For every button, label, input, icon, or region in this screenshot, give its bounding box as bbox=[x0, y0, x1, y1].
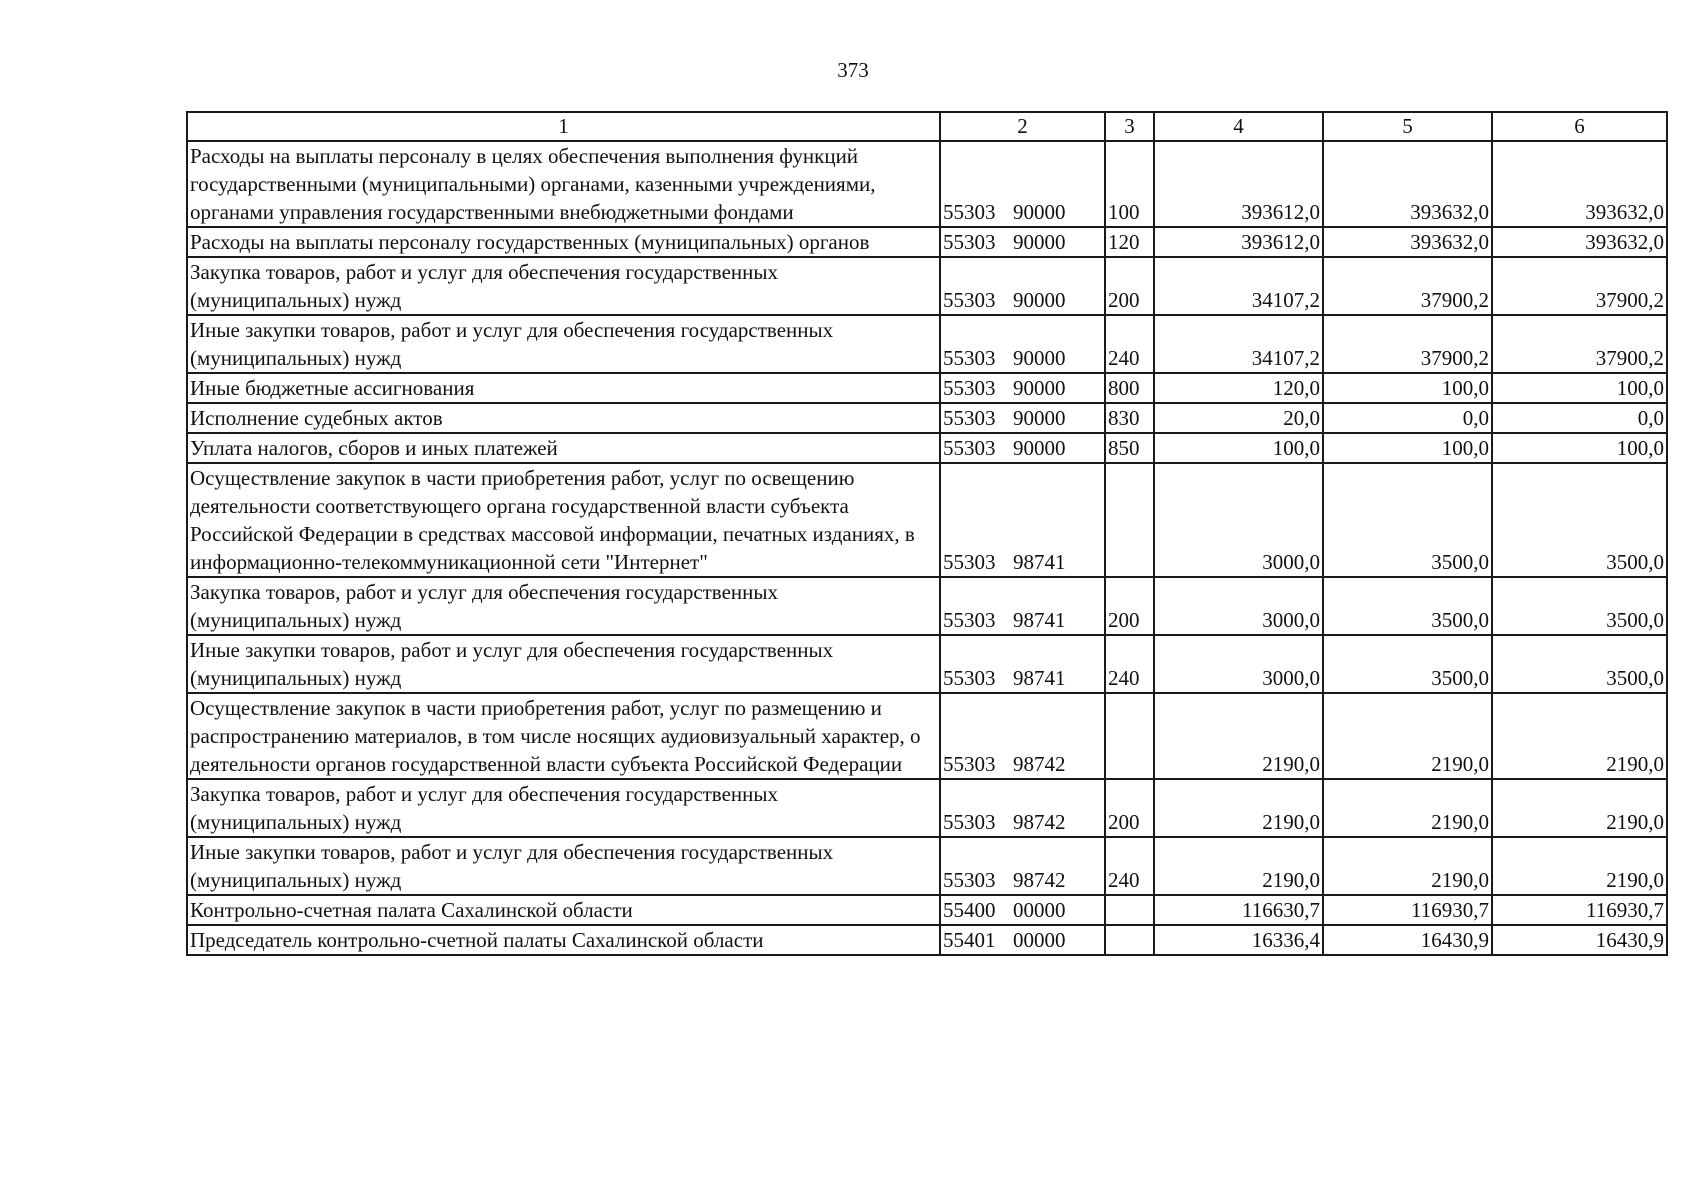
row-expense-type: 240 bbox=[1105, 837, 1154, 895]
row-code bbox=[940, 141, 1105, 227]
column-header: 6 bbox=[1492, 112, 1667, 141]
row-expense-type: 240 bbox=[1105, 635, 1154, 693]
row-code bbox=[940, 635, 1105, 693]
row-name: Закупка товаров, работ и услуг для обеспечения государственных (муниципальных) нужд bbox=[187, 779, 940, 837]
column-header: 2 bbox=[940, 112, 1105, 141]
row-value-col6: 393632,0 bbox=[1492, 141, 1667, 227]
row-value-col6: 37900,2 bbox=[1492, 315, 1667, 373]
row-value-col6: 0,0 bbox=[1492, 403, 1667, 433]
row-name: Расходы на выплаты персоналу в целях обеспечения выполнения функций государственными (муниципальными) органами, казенными учреждениями, органами управления государственными внебюджетными фондами bbox=[187, 141, 940, 227]
row-code bbox=[940, 373, 1105, 403]
table-body bbox=[187, 141, 1667, 955]
row-expense-type: 200 bbox=[1105, 779, 1154, 837]
row-value-col5: 3500,0 bbox=[1323, 577, 1492, 635]
row-value-col6: 2190,0 bbox=[1492, 837, 1667, 895]
row-code-target: 98742 bbox=[1013, 752, 1066, 776]
row-expense-type bbox=[1105, 925, 1154, 955]
row-code-target: 90000 bbox=[1013, 436, 1066, 460]
row-code-section: 55303 bbox=[943, 288, 996, 312]
row-code-target: 98741 bbox=[1013, 608, 1066, 632]
table-row bbox=[187, 227, 1667, 257]
row-value-col4: 3000,0 bbox=[1154, 635, 1323, 693]
row-expense-type bbox=[1105, 693, 1154, 779]
table-row bbox=[187, 257, 1667, 315]
row-value-col5: 100,0 bbox=[1323, 433, 1492, 463]
header-row bbox=[187, 112, 1667, 141]
row-code-section: 55303 bbox=[943, 666, 996, 690]
row-name: Расходы на выплаты персоналу государственных (муниципальных) органов bbox=[187, 227, 940, 257]
row-expense-type: 120 bbox=[1105, 227, 1154, 257]
table-row bbox=[187, 779, 1667, 837]
row-code-target: 98741 bbox=[1013, 666, 1066, 690]
row-code bbox=[940, 779, 1105, 837]
table-row bbox=[187, 837, 1667, 895]
row-code bbox=[940, 837, 1105, 895]
row-name: Иные бюджетные ассигнования bbox=[187, 373, 940, 403]
row-name: Закупка товаров, работ и услуг для обеспечения государственных (муниципальных) нужд bbox=[187, 257, 940, 315]
row-value-col5: 0,0 bbox=[1323, 403, 1492, 433]
row-name: Иные закупки товаров, работ и услуг для обеспечения государственных (муниципальных) нужд bbox=[187, 837, 940, 895]
row-code-target: 90000 bbox=[1013, 346, 1066, 370]
row-code-target: 00000 bbox=[1013, 898, 1066, 922]
row-code-target: 90000 bbox=[1013, 288, 1066, 312]
row-value-col5: 393632,0 bbox=[1323, 227, 1492, 257]
table-row bbox=[187, 403, 1667, 433]
row-name: Председатель контрольно-счетной палаты Сахалинской области bbox=[187, 925, 940, 955]
row-name: Иные закупки товаров, работ и услуг для обеспечения государственных (муниципальных) нужд bbox=[187, 315, 940, 373]
row-value-col5: 37900,2 bbox=[1323, 315, 1492, 373]
row-code bbox=[940, 895, 1105, 925]
row-value-col4: 34107,2 bbox=[1154, 257, 1323, 315]
row-code-target: 90000 bbox=[1013, 230, 1066, 254]
row-value-col5: 37900,2 bbox=[1323, 257, 1492, 315]
row-value-col4: 2190,0 bbox=[1154, 837, 1323, 895]
row-value-col6: 3500,0 bbox=[1492, 463, 1667, 577]
row-value-col4: 393612,0 bbox=[1154, 227, 1323, 257]
row-name: Закупка товаров, работ и услуг для обеспечения государственных (муниципальных) нужд bbox=[187, 577, 940, 635]
row-name: Контрольно-счетная палата Сахалинской области bbox=[187, 895, 940, 925]
row-code-target: 90000 bbox=[1013, 406, 1066, 430]
row-expense-type bbox=[1105, 463, 1154, 577]
row-name: Уплата налогов, сборов и иных платежей bbox=[187, 433, 940, 463]
row-value-col4: 2190,0 bbox=[1154, 693, 1323, 779]
table-row bbox=[187, 693, 1667, 779]
row-value-col6: 2190,0 bbox=[1492, 779, 1667, 837]
row-value-col6: 100,0 bbox=[1492, 373, 1667, 403]
row-name: Иные закупки товаров, работ и услуг для обеспечения государственных (муниципальных) нужд bbox=[187, 635, 940, 693]
row-code-target: 00000 bbox=[1013, 928, 1066, 952]
row-expense-type: 200 bbox=[1105, 577, 1154, 635]
row-value-col4: 2190,0 bbox=[1154, 779, 1323, 837]
row-value-col4: 34107,2 bbox=[1154, 315, 1323, 373]
row-expense-type bbox=[1105, 895, 1154, 925]
row-code bbox=[940, 433, 1105, 463]
row-expense-type: 830 bbox=[1105, 403, 1154, 433]
table-row bbox=[187, 925, 1667, 955]
row-code bbox=[940, 315, 1105, 373]
row-code bbox=[940, 463, 1105, 577]
column-header: 1 bbox=[187, 112, 940, 141]
page-number: 373 bbox=[837, 58, 869, 82]
row-value-col5: 3500,0 bbox=[1323, 635, 1492, 693]
column-header: 5 bbox=[1323, 112, 1492, 141]
row-code-target: 90000 bbox=[1013, 376, 1066, 400]
row-value-col4: 20,0 bbox=[1154, 403, 1323, 433]
row-value-col6: 100,0 bbox=[1492, 433, 1667, 463]
row-value-col5: 2190,0 bbox=[1323, 837, 1492, 895]
budget-table bbox=[186, 111, 1668, 956]
row-expense-type: 240 bbox=[1105, 315, 1154, 373]
row-name: Осуществление закупок в части приобретения работ, услуг по освещению деятельности соответствующего органа государственной власти субъекта Российской Федерации в средствах массовой информации, печатных изданиях, в информационно-телекоммуникационной сети "Интернет" bbox=[187, 463, 940, 577]
row-value-col5: 116930,7 bbox=[1323, 895, 1492, 925]
row-value-col4: 16336,4 bbox=[1154, 925, 1323, 955]
row-expense-type: 850 bbox=[1105, 433, 1154, 463]
row-code bbox=[940, 577, 1105, 635]
row-code bbox=[940, 227, 1105, 257]
row-code-section: 55303 bbox=[943, 752, 996, 776]
row-expense-type: 200 bbox=[1105, 257, 1154, 315]
row-code-section: 55401 bbox=[943, 928, 996, 952]
row-code-section: 55303 bbox=[943, 230, 996, 254]
table-row bbox=[187, 141, 1667, 227]
row-value-col4: 3000,0 bbox=[1154, 463, 1323, 577]
row-value-col5: 3500,0 bbox=[1323, 463, 1492, 577]
row-value-col4: 393612,0 bbox=[1154, 141, 1323, 227]
row-code-section: 55303 bbox=[943, 436, 996, 460]
row-name: Осуществление закупок в части приобретения работ, услуг по размещению и распространению материалов, в том числе носящих аудиовизуальный характер, о деятельности органов государственной власти субъекта Российской Федерации bbox=[187, 693, 940, 779]
table-row bbox=[187, 315, 1667, 373]
table-row bbox=[187, 373, 1667, 403]
row-value-col5: 100,0 bbox=[1323, 373, 1492, 403]
row-code bbox=[940, 925, 1105, 955]
row-value-col6: 37900,2 bbox=[1492, 257, 1667, 315]
row-value-col6: 393632,0 bbox=[1492, 227, 1667, 257]
row-code-section: 55303 bbox=[943, 406, 996, 430]
row-value-col6: 16430,9 bbox=[1492, 925, 1667, 955]
table-row bbox=[187, 463, 1667, 577]
row-value-col5: 2190,0 bbox=[1323, 779, 1492, 837]
row-code-section: 55303 bbox=[943, 376, 996, 400]
table-row bbox=[187, 895, 1667, 925]
row-code-target: 98741 bbox=[1013, 550, 1066, 574]
row-code-target: 98742 bbox=[1013, 868, 1066, 892]
row-code-section: 55303 bbox=[943, 550, 996, 574]
row-value-col6: 2190,0 bbox=[1492, 693, 1667, 779]
row-code-section: 55303 bbox=[943, 200, 996, 224]
row-code-section: 55400 bbox=[943, 898, 996, 922]
row-expense-type: 100 bbox=[1105, 141, 1154, 227]
row-value-col4: 100,0 bbox=[1154, 433, 1323, 463]
row-value-col6: 3500,0 bbox=[1492, 577, 1667, 635]
row-value-col4: 120,0 bbox=[1154, 373, 1323, 403]
row-expense-type: 800 bbox=[1105, 373, 1154, 403]
row-code bbox=[940, 403, 1105, 433]
row-code-section: 55303 bbox=[943, 608, 996, 632]
table-row bbox=[187, 577, 1667, 635]
column-header: 4 bbox=[1154, 112, 1323, 141]
row-code-section: 55303 bbox=[943, 868, 996, 892]
row-value-col5: 393632,0 bbox=[1323, 141, 1492, 227]
row-value-col6: 116930,7 bbox=[1492, 895, 1667, 925]
row-value-col6: 3500,0 bbox=[1492, 635, 1667, 693]
row-value-col5: 2190,0 bbox=[1323, 693, 1492, 779]
row-code-target: 90000 bbox=[1013, 200, 1066, 224]
row-name: Исполнение судебных актов bbox=[187, 403, 940, 433]
row-code-section: 55303 bbox=[943, 810, 996, 834]
column-header: 3 bbox=[1105, 112, 1154, 141]
row-value-col4: 116630,7 bbox=[1154, 895, 1323, 925]
row-code-target: 98742 bbox=[1013, 810, 1066, 834]
table-row bbox=[187, 433, 1667, 463]
row-code bbox=[940, 257, 1105, 315]
table-row bbox=[187, 635, 1667, 693]
row-code bbox=[940, 693, 1105, 779]
row-value-col5: 16430,9 bbox=[1323, 925, 1492, 955]
row-value-col4: 3000,0 bbox=[1154, 577, 1323, 635]
row-code-section: 55303 bbox=[943, 346, 996, 370]
